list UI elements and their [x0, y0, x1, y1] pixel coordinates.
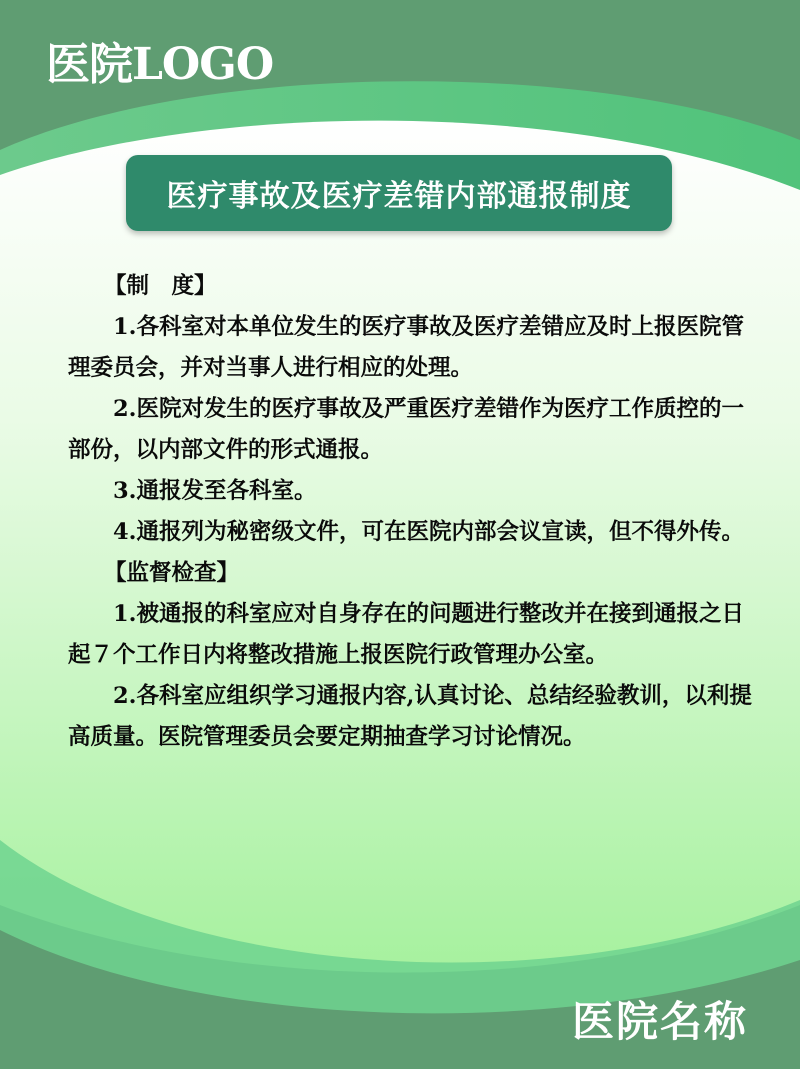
supervision-item: 2.各科室应组织学习通报内容,认真讨论、总结经验教训，以利提高质量。医院管理委员会要定期抽查学习讨论情况。: [68, 683, 752, 750]
regulation-item: 1.各科室对本单位发生的医疗事故及医疗差错应及时上报医院管理委员会，并对当事人进行相应的处理。: [68, 314, 744, 381]
regulation-item: 4.通报列为秘密级文件，可在医院内部会议宣读，但不得外传。: [113, 519, 744, 545]
regulation-item: 2.医院对发生的医疗事故及严重医疗差错作为医疗工作质控的一部份，以内部文件的形式通报。: [68, 396, 744, 463]
hospital-logo: 医院LOGO: [46, 39, 274, 90]
regulation-item: 3.通报发至各科室。: [113, 478, 317, 504]
regulation-content: [68, 266, 752, 758]
section-heading-regulations: 【制 度】: [104, 273, 217, 299]
page-title: 医疗事故及医疗差错内部通报制度: [126, 155, 672, 231]
supervision-item: 1.被通报的科室应对自身存在的问题进行整改并在接到通报之日起７个工作日内将整改措施上报医院行政管理办公室。: [68, 601, 744, 668]
hospital-name: 医院名称: [571, 997, 748, 1046]
section-heading-supervision: 【监督检查】: [104, 560, 240, 586]
